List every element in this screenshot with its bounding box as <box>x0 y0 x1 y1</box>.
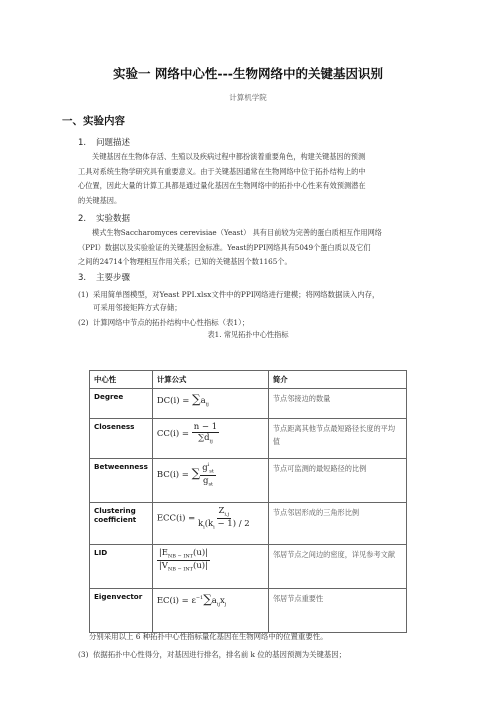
header-description: 简介 <box>268 371 406 389</box>
formula-clustering: ECC(i) = $\frac{Z_{i,j}}{k_i(k_i - 1) / 2}$ <box>152 503 268 545</box>
step-2 <box>78 316 408 329</box>
table-caption: 表1. 常见拓扑中心性指标 <box>207 330 289 339</box>
formula-label: DC(i) = <box>156 396 193 406</box>
subsection-number: 2. <box>78 214 87 224</box>
formula-eigenvector: $EC(i) = \varepsilon^{-1}\sum a_{ij}x_j$ <box>152 589 268 633</box>
formula-label: BC(i) = <box>156 470 192 481</box>
subsection-problem <box>78 136 130 148</box>
metric-name: LID <box>90 545 153 589</box>
data-paragraph <box>78 226 408 270</box>
text-line: （PPI）数据以及实验验证的关键基因金标准。Yeast的PPI网络具有5049个蛋白质以及它们 <box>78 242 371 252</box>
table-row <box>90 545 407 589</box>
text-line: 工具对系统生物学研究具有重要意义。由于关键基因通常在生物网络中位于拓扑结构上的中 <box>78 166 366 176</box>
table-row <box>90 503 407 545</box>
step-text: 依据拓扑中心性得分，对基因进行排名，排名前 k 位的基因预测为关键基因； <box>93 650 347 659</box>
text-line: 模式生物Saccharomyces cerevisiae（Yeast） 具有目前较为完善的蛋白质相互作用网络 <box>92 228 382 237</box>
step-number: (1) <box>78 290 89 299</box>
step-text: 采用简单图模型，对Yeast PPI.xlsx文件中的PPI网络进行建模；将网络数据读入内存， <box>93 290 380 299</box>
formula-lid: $\frac{|E_{NB - INT}(u)|}{|V_{NB - INT}(u)|}$ <box>152 545 268 589</box>
formula-label: EC(i) = <box>156 596 192 606</box>
step-1 <box>78 288 408 314</box>
metric-description: 邻居节点重要性 <box>268 589 406 633</box>
formula-degree: $DC(i) = \sum a_{ij}$ <box>152 389 268 419</box>
metric-name: Closeness <box>90 419 153 459</box>
subsection-label: 实验数据 <box>96 214 131 224</box>
table-row <box>90 419 407 459</box>
table-header-row <box>90 371 407 389</box>
subsection-number: 1. <box>78 138 87 148</box>
metric-description: 节点距离其他节点最短路径长度的平均值 <box>268 419 406 459</box>
metric-name: Betweenness <box>90 459 153 503</box>
formula-closeness: CC(i) = $\frac{n - 1}{\sum d_{ij}}$ <box>152 419 268 459</box>
metric-name: Eigenvector <box>90 589 153 633</box>
subsection-label: 主要步骤 <box>96 273 131 283</box>
subsection-data <box>78 212 130 224</box>
section-heading-content: 一、实验内容 <box>62 115 125 127</box>
subsection-number: 3. <box>78 273 87 283</box>
metric-name: Degree <box>90 389 153 419</box>
step-number: (2) <box>78 318 89 327</box>
author: 计算机学院 <box>229 93 267 102</box>
metric-description: 邻居节点之间边的密度，详见参考文献 <box>268 545 406 589</box>
table-row <box>90 389 407 419</box>
table-row <box>90 589 407 633</box>
header-formula: 计算公式 <box>152 371 268 389</box>
page-title: 实验一 网络中心性---生物网络中的关键基因识别 <box>113 66 383 81</box>
metric-description: 节点可监测的最短路径的比例 <box>268 459 406 503</box>
metric-description: 节点邻接边的数量 <box>268 389 406 419</box>
step-text: 计算网络中节点的拓扑结构中心性指标（表1）； <box>93 318 250 327</box>
formula-label: ECC(i) = <box>156 513 198 524</box>
text-line: 心位置，因此大量的计算工具都是通过量化基因在生物网络中的拓扑中心性来有效预测潜在 <box>78 181 366 190</box>
subsection-steps <box>78 271 130 283</box>
centrality-table <box>89 370 407 633</box>
text-line: 关键基因在生物体存活、生殖以及疾病过程中都扮演着重要角色，构建关键基因的预测 <box>92 152 366 161</box>
metric-description: 节点邻居形成的三角形比例 <box>268 503 406 545</box>
subsection-label: 问题描述 <box>96 138 131 148</box>
after-table-text: 分别采用以上 6 种拓扑中心性指标量化基因在生物网络中的位置重要性。 <box>89 632 328 641</box>
text-line: 之间的24714个物理相互作用关系；已知的关键基因个数1165个。 <box>78 257 292 266</box>
step-3 <box>78 648 418 661</box>
step-number: (3) <box>78 650 89 659</box>
table-row <box>90 459 407 503</box>
step-text-cont: 可采用邻接矩阵方式存储； <box>93 303 182 312</box>
problem-paragraph <box>78 150 408 208</box>
formula-label: CC(i) = <box>156 428 192 439</box>
header-centrality: 中心性 <box>90 371 153 389</box>
metric-name: Clustering coefficient <box>90 503 153 545</box>
formula-betweenness: BC(i) = ∑ $\frac{g^i_{st}}{g_{st}}$ <box>152 459 268 503</box>
text-line: 的关键基因。 <box>78 195 122 205</box>
